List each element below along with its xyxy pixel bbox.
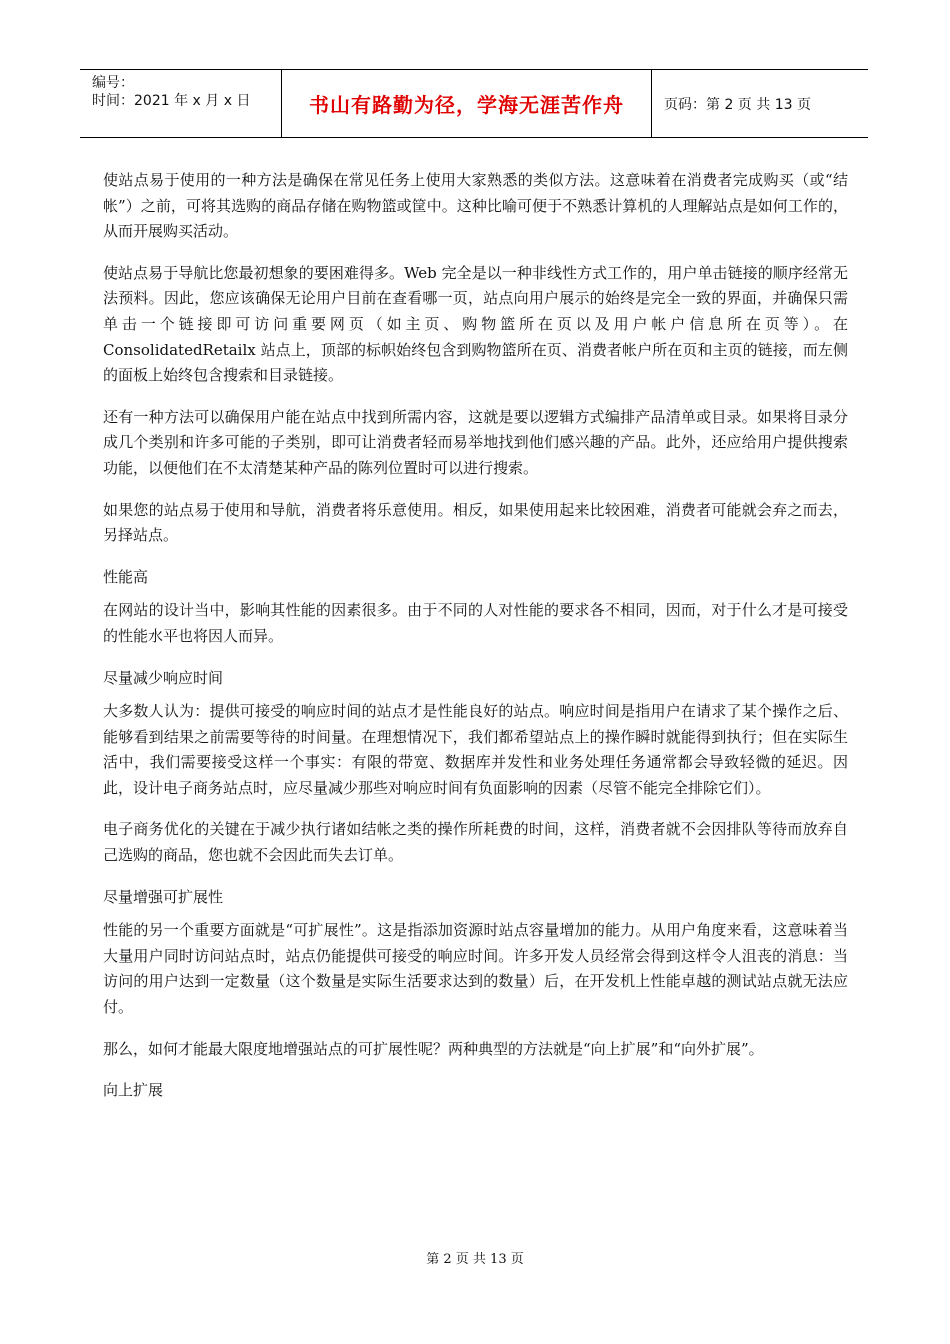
header-meta bbox=[80, 70, 282, 137]
page-header bbox=[80, 69, 868, 138]
paragraph: 在网站的设计当中，影响其性能的因素很多。由于不同的人对性能的要求各不相同，因而，对于什么才是可接受的性能水平也将因人而异。 bbox=[103, 601, 848, 645]
paragraph: 大多数人认为：提供可接受的响应时间的站点才是性能良好的站点。响应时间是指用户在请求了某个操作之后、能够看到结果之前需要等待的时间量。在理想情况下，我们都希望站点上的操作瞬时就能得到执行；但在实际生活中，我们需要接受这样一个事实：有限的带宽、数据库并发性和业务处理任务通常都会导致轻微的延迟。因此，设计电子商务站点时，应尽量减少那些对响应时间有负面影响的因素（尽管不能完全排除它们）。 bbox=[103, 702, 848, 797]
footer-page-number: 第 2 页 共 13 页 bbox=[426, 1252, 524, 1267]
paragraph: 那么，如何才能最大限度地增强站点的可扩展性呢？两种典型的方法就是“向上扩展”和“向外扩展”。 bbox=[103, 1039, 764, 1058]
page-footer bbox=[0, 1248, 950, 1267]
paragraph: 还有一种方法可以确保用户能在站点中找到所需内容，这就是要以逻辑方式编排产品清单或目录。如果将目录分成几个类别和许多可能的子类别，即可让消费者轻而易举地找到他们感兴趣的产品。此外，还应给用户提供搜索功能，以便他们在不太清楚某种产品的陈列位置时可以进行搜索。 bbox=[103, 407, 848, 477]
paragraph: 如果您的站点易于使用和导航，消费者将乐意使用。相反，如果使用起来比较困难，消费者可能就会弃之而去，另择站点。 bbox=[103, 500, 848, 545]
header-motto-cell bbox=[282, 70, 652, 137]
page-info-text: 页码：第 2 页 共 13 页 bbox=[664, 96, 811, 113]
document-body bbox=[103, 168, 848, 1112]
section-heading: 向上扩展 bbox=[103, 1081, 164, 1100]
section-heading: 尽量增强可扩展性 bbox=[103, 887, 224, 906]
code-label: 编号： bbox=[92, 75, 134, 91]
section-heading: 尽量减少响应时间 bbox=[103, 668, 224, 687]
motto-text: 书山有路勤为径，学海无涯苦作舟 bbox=[309, 93, 624, 117]
section-heading: 性能高 bbox=[103, 567, 149, 586]
header-page-info bbox=[652, 70, 868, 137]
paragraph: 电子商务优化的关键在于减少执行诸如结帐之类的操作所耗费的时间，这样，消费者就不会因排队等待而放弃自己选购的商品，您也就不会因此而失去订单。 bbox=[103, 820, 848, 865]
paragraph: 使站点易于导航比您最初想象的要困难得多。Web 完全是以一种非线性方式工作的，用户单击链接的顺序经常无法预料。因此，您应该确保无论用户目前在查看哪一页，站点向用户展示的始终是完全一致的界面，并确保只需单击一个链接即可访问重要网页（如主页、购物篮所在页以及用户帐户信息所在页等）。在 ConsolidatedRetailx 站点上，顶部的标帜始终包含到购物篮所在页、消费者帐户所在页和主页的链接，而左侧的面板上始终包含搜索和目录链接。 bbox=[103, 263, 848, 385]
paragraph: 使站点易于使用的一种方法是确保在常见任务上使用大家熟悉的类似方法。这意味着在消费者完成购买（或“结帐”）之前，可将其选购的商品存储在购物篮或筐中。这种比喻可便于不熟悉计算机的人理解站点是如何工作的，从而开展购买活动。 bbox=[103, 171, 848, 241]
paragraph: 性能的另一个重要方面就是“可扩展性”。这是指添加资源时站点容量增加的能力。从用户角度来看，这意味着当大量用户同时访问站点时，站点仍能提供可接受的响应时间。许多开发人员经常会得到这样令人沮丧的消息：当访问的用户达到一定数量（这个数量是实际生活要求达到的数量）后，在开发机上性能卓越的测试站点就无法应付。 bbox=[103, 921, 848, 1017]
time-label: 时间：2021 年 x 月 x 日 bbox=[92, 93, 251, 109]
